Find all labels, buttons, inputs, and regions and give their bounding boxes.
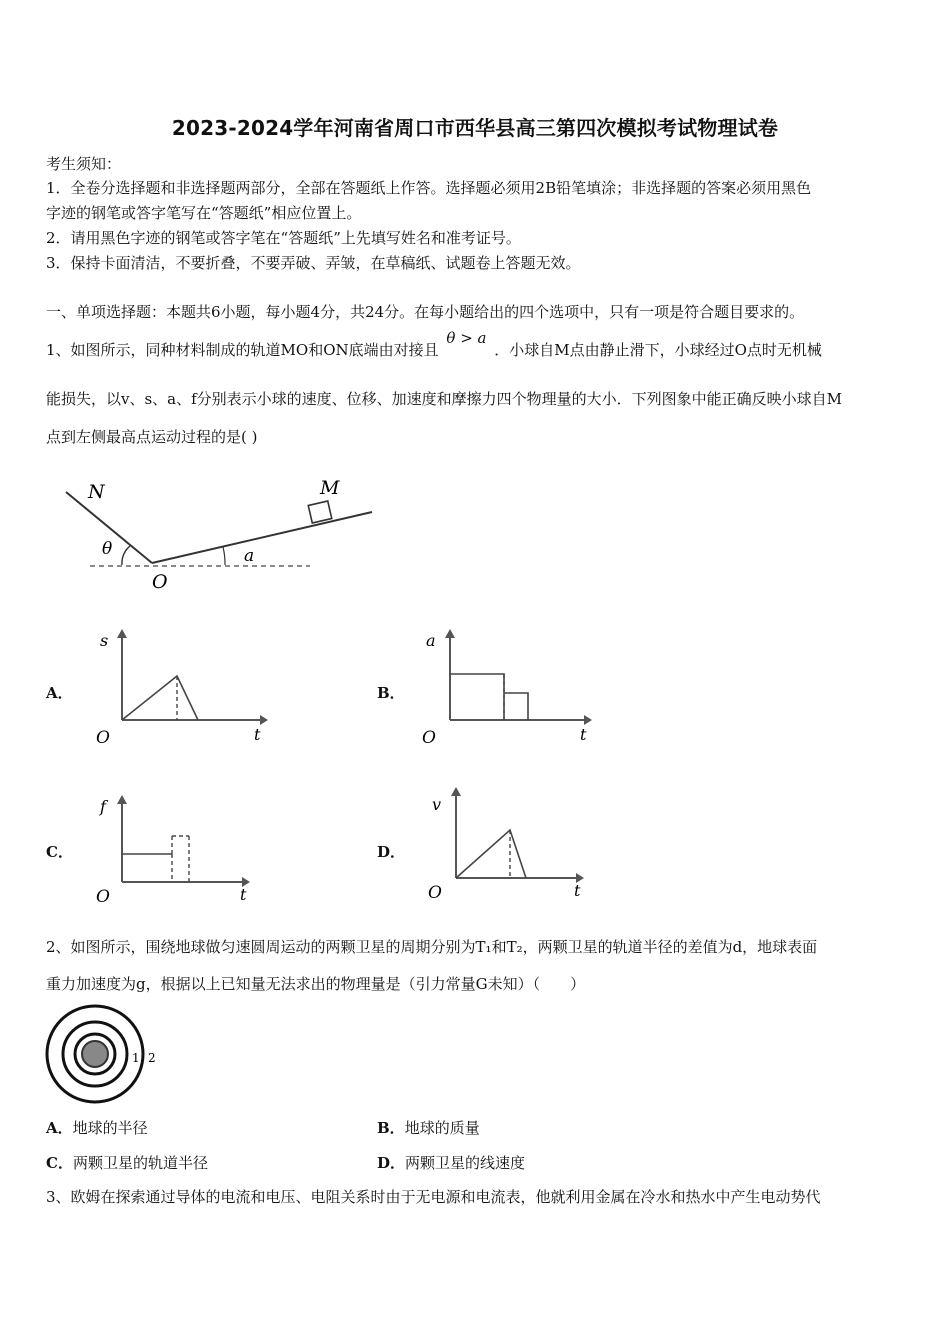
- label-O: O: [152, 571, 168, 593]
- option-a-xlabel: t: [254, 725, 261, 744]
- q3-line-1: 3、欧姆在探索通过导体的电流和电压、电阻关系时由于无电源和电流表，他就利用金属在冷水和热水中产生电动势代: [46, 1188, 821, 1206]
- q2-option-d-label: D．: [377, 1154, 406, 1172]
- option-c-xlabel: t: [240, 885, 247, 904]
- option-d-xlabel: t: [574, 881, 581, 900]
- q1-track-figure: [60, 470, 390, 600]
- q1-option-c-graph[interactable]: [90, 792, 270, 907]
- label-alpha: a: [244, 546, 255, 566]
- q2-option-b[interactable]: [377, 1118, 480, 1138]
- page-title: 2023-2024学年河南省周口市西华县高三第四次模拟考试物理试卷: [171, 116, 779, 140]
- option-d-origin: O: [428, 883, 442, 903]
- q1-option-d-graph[interactable]: [422, 786, 602, 902]
- q1-condition: θ > a: [446, 329, 487, 347]
- q2-option-c-label: C．: [46, 1154, 73, 1172]
- notice-item-1: 1．全卷分选择题和非选择题两部分，全部在答题纸上作答。选择题必须用2B铅笔填涂；非选择题的答案必须用黑色: [46, 179, 812, 197]
- option-c-origin: O: [96, 887, 110, 907]
- q2-option-d[interactable]: [377, 1153, 525, 1173]
- q1-line-3: 点到左侧最高点运动过程的是( ): [46, 428, 258, 446]
- q2-line-1: 2、如图所示，围绕地球做匀速圆周运动的两颗卫星的周期分别为T₁和T₂，两颗卫星的轨道半径的差值为d，地球表面: [46, 938, 818, 956]
- option-d-ylabel: v: [432, 795, 442, 814]
- q1-option-a-label[interactable]: A．: [46, 684, 73, 702]
- label-N: N: [88, 481, 105, 503]
- label-theta: θ: [102, 539, 113, 559]
- orbit-label-2: 2: [148, 1051, 156, 1065]
- q2-option-a-label: A．: [46, 1119, 73, 1137]
- section-heading: 一、单项选择题：本题共6小题，每小题4分，共24分。在每小题给出的四个选项中，只有一项是符合题目要求的。: [46, 303, 805, 321]
- q1-line-1: [46, 329, 822, 360]
- q2-option-a[interactable]: [46, 1118, 148, 1138]
- q2-line-2: 重力加速度为g，根据以上已知量无法求出的物理量是（引力常量G未知）（ ）: [46, 975, 586, 993]
- option-a-ylabel: s: [100, 631, 109, 650]
- q1-option-b-label[interactable]: B．: [377, 684, 405, 702]
- orbit-label-1: 1: [132, 1051, 140, 1065]
- option-a-origin: O: [96, 728, 110, 748]
- option-b-ylabel: a: [426, 631, 436, 650]
- q1-option-a-graph[interactable]: [90, 628, 270, 746]
- option-b-xlabel: t: [580, 725, 587, 744]
- q1-option-d-label[interactable]: D．: [377, 843, 406, 861]
- notice-heading: 考生须知：: [46, 155, 122, 173]
- option-c-ylabel: f: [100, 797, 106, 816]
- q2-option-c-text: 两颗卫星的轨道半径: [72, 1154, 208, 1172]
- q1-option-b-graph[interactable]: [418, 628, 598, 746]
- label-M: M: [320, 477, 340, 499]
- q2-option-b-text: 地球的质量: [404, 1119, 480, 1137]
- option-b-origin: O: [422, 728, 436, 748]
- q1-line-2: 能损失，以v、s、a、f分别表示小球的速度、位移、加速度和摩擦力四个物理量的大小．下列图象中能正确反映小球自M: [46, 390, 843, 408]
- notice-item-3: 3．保持卡面清洁，不要折叠，不要弄破、弄皱，在草稿纸、试题卷上答题无效。: [46, 254, 581, 272]
- q2-option-b-label: B．: [377, 1119, 405, 1137]
- q2-option-c[interactable]: [46, 1153, 208, 1173]
- q1-text-a: 1、如图所示，同种材料制成的轨道MO和ON底端由对接且: [46, 341, 439, 359]
- q1-text-b: ．小球自M点由静止滑下，小球经过O点时无机械: [494, 341, 822, 359]
- notice-item-1-cont: 字迹的钢笔或答字笔写在“答题纸”相应位置上。: [46, 204, 362, 222]
- q2-orbit-figure: [44, 1006, 174, 1106]
- q2-option-d-text: 两颗卫星的线速度: [405, 1154, 526, 1172]
- q2-option-a-text: 地球的半径: [72, 1119, 148, 1137]
- notice-item-2: 2．请用黑色字迹的钢笔或答字笔在“答题纸”上先填写姓名和准考证号。: [46, 229, 521, 247]
- q1-option-c-label[interactable]: C．: [46, 843, 73, 861]
